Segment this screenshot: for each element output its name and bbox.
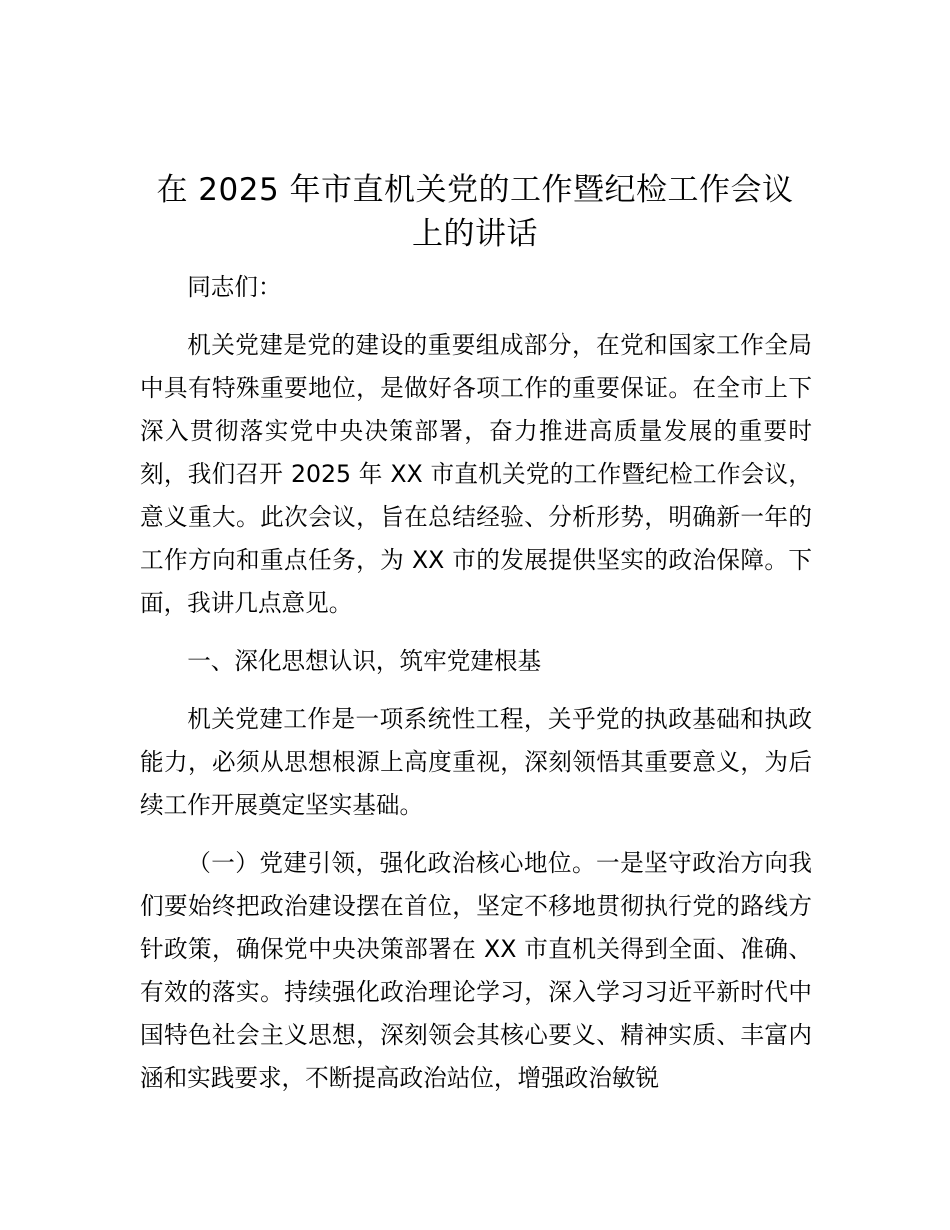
salutation: 同志们： — [187, 273, 282, 301]
title-line-2: 上的讲话 — [412, 216, 538, 252]
intro-paragraph: 机关党建是党的建设的重要组成部分，在党和国家工作全局中具有特殊重要地位，是做好各项工作的重要保证。在全市上下深入贯彻落实党中央决策部署，奋力推进高质量发展的重要时刻，我们召开 2025 年 XX 市直机关党的工作暨纪检工作会议，意义重大。此次会议，旨在总结经验、分析形势，明确新一年的工作方向和重点任务，为 XX 市的发展提供坚实的政治保障。下面，我讲几点意见。 — [140, 331, 812, 617]
document-title — [140, 168, 810, 256]
section-1-paragraph: 机关党建工作是一项系统性工程，关乎党的执政基础和执政能力，必须从思想根源上高度重视，深刻领悟其重要意义，为后续工作开展奠定坚实基础。 — [140, 705, 812, 819]
subsection-1-paragraph: （一）党建引领，强化政治核心地位。一是坚守政治方向我们要始终把政治建设摆在首位，坚定不移地贯彻执行党的路线方针政策，确保党中央决策部署在 XX 市直机关得到全面、准确、有效的落实。持续强化政治理论学习，深入学习习近平新时代中国特色社会主义思想，深刻领会其核心要义、精神实质、丰富内涵和实践要求，不断提高政治站位，增强政治敏锐 — [140, 849, 812, 1092]
section-heading-1: 一、深化思想认识，筑牢党建根基 — [187, 647, 542, 675]
title-line-1: 在 2025 年市直机关党的工作暨纪检工作会议 — [156, 172, 794, 208]
document-body — [140, 266, 812, 1115]
